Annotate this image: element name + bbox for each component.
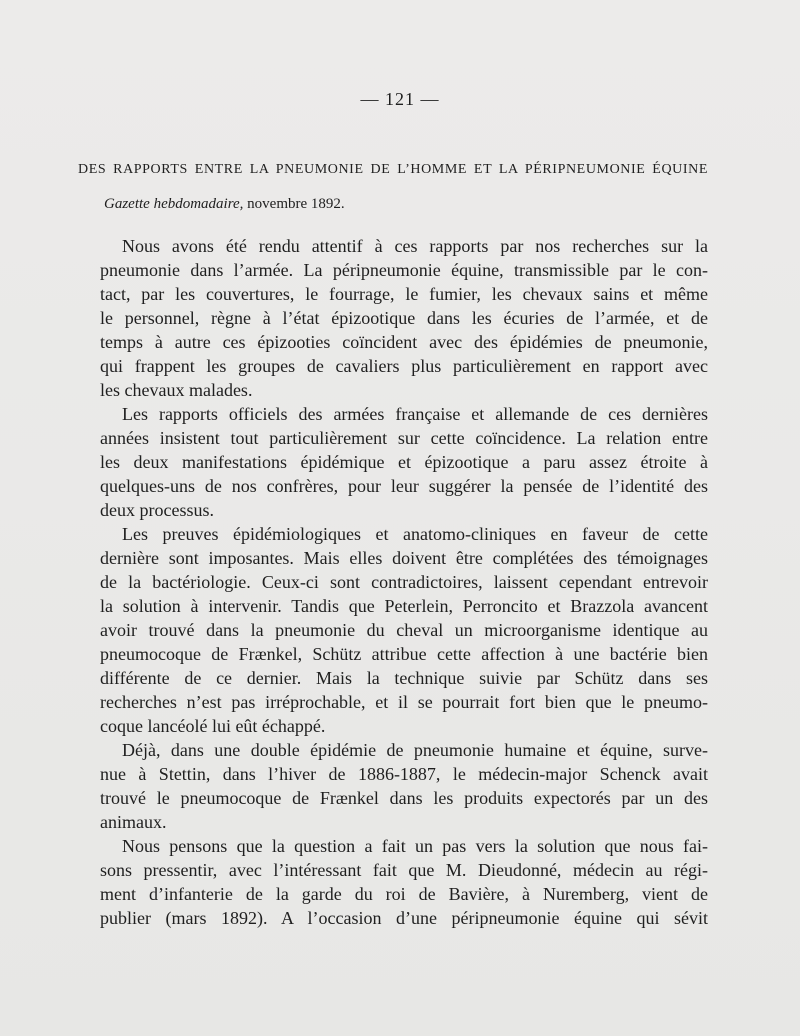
source-date: novembre 1892.	[243, 196, 345, 212]
text-line: ment d’infanterie de la garde du roi de Bavière, à Nuremberg, vient de	[100, 884, 708, 904]
text-line: le personnel, règne à l’état épizootique dans les écuries de l’armée, et de	[100, 308, 708, 328]
text-line: les chevaux malades.	[100, 380, 253, 400]
text-line: coque lancéolé lui eût échappé.	[100, 716, 326, 736]
source-journal: Gazette hebdomadaire,	[104, 196, 244, 212]
paragraph-4	[78, 738, 708, 834]
paragraph-1	[78, 234, 708, 402]
text-line: quelques-uns de nos confrères, pour leur suggérer la pensée de l’identité des	[100, 476, 708, 496]
text-line: les deux manifestations épidémique et épizootique a paru assez étroite à	[100, 452, 708, 472]
article-body	[78, 234, 708, 930]
paragraph-2	[78, 402, 708, 522]
text-line: publier (mars 1892). A l’occasion d’une péripneumonie équine qui sévit	[100, 908, 708, 928]
text-line: dernière sont imposantes. Mais elles doivent être complétées des témoignages	[100, 548, 708, 568]
text-line: nue à Stettin, dans l’hiver de 1886-1887, le médecin-major Schenck avait	[100, 764, 708, 784]
text-line: temps à autre ces épizooties coïncident avec des épidémies de pneumonie,	[100, 332, 708, 352]
text-line: Les rapports officiels des armées française et allemande de ces dernières	[122, 404, 708, 424]
text-line: sons pressentir, avec l’intéressant fait que M. Dieudonné, médecin au régi-	[100, 860, 708, 880]
source-citation	[104, 194, 345, 214]
text-line: de la bactériologie. Ceux-ci sont contradictoires, laissent cependant entrevoir	[100, 572, 708, 592]
article-title: DES RAPPORTS ENTRE LA PNEUMONIE DE L’HOMME ET LA PÉRIPNEUMONIE ÉQUINE	[78, 162, 708, 177]
text-line: avoir trouvé dans la pneumonie du cheval un microorganisme identique au	[100, 620, 708, 640]
text-line: trouvé le pneumocoque de Frænkel dans les produits expectorés par un des	[100, 788, 708, 808]
text-line: tact, par les couvertures, le fourrage, le fumier, les chevaux sains et même	[100, 284, 708, 304]
paragraph-3	[78, 522, 708, 738]
text-line: deux processus.	[100, 500, 214, 520]
text-line: animaux.	[100, 812, 167, 832]
paragraph-5	[78, 834, 708, 930]
page-number: — 121 —	[360, 89, 440, 109]
text-line: Nous pensons que la question a fait un pas vers la solution que nous fai-	[122, 836, 708, 856]
text-line: Déjà, dans une double épidémie de pneumonie humaine et équine, surve-	[122, 740, 708, 760]
text-line: la solution à intervenir. Tandis que Peterlein, Perroncito et Brazzola avancent	[100, 596, 708, 616]
text-line: Les preuves épidémiologiques et anatomo-cliniques en faveur de cette	[122, 524, 708, 544]
text-line: années insistent tout particulièrement sur cette coïncidence. La relation entre	[100, 428, 708, 448]
text-line: qui frappent les groupes de cavaliers plus particulièrement en rapport avec	[100, 356, 708, 376]
text-line: pneumonie dans l’armée. La péripneumonie équine, transmissible par le con-	[100, 260, 708, 280]
text-line: Nous avons été rendu attentif à ces rapports par nos recherches sur la	[122, 236, 708, 256]
text-line: recherches n’est pas irréprochable, et il se pourrait fort bien que le pneumo-	[100, 692, 708, 712]
text-line: pneumocoque de Frænkel, Schütz attribue cette affection à une bactérie bien	[100, 644, 708, 664]
text-line: différente de ce dernier. Mais la technique suivie par Schütz dans ses	[100, 668, 708, 688]
